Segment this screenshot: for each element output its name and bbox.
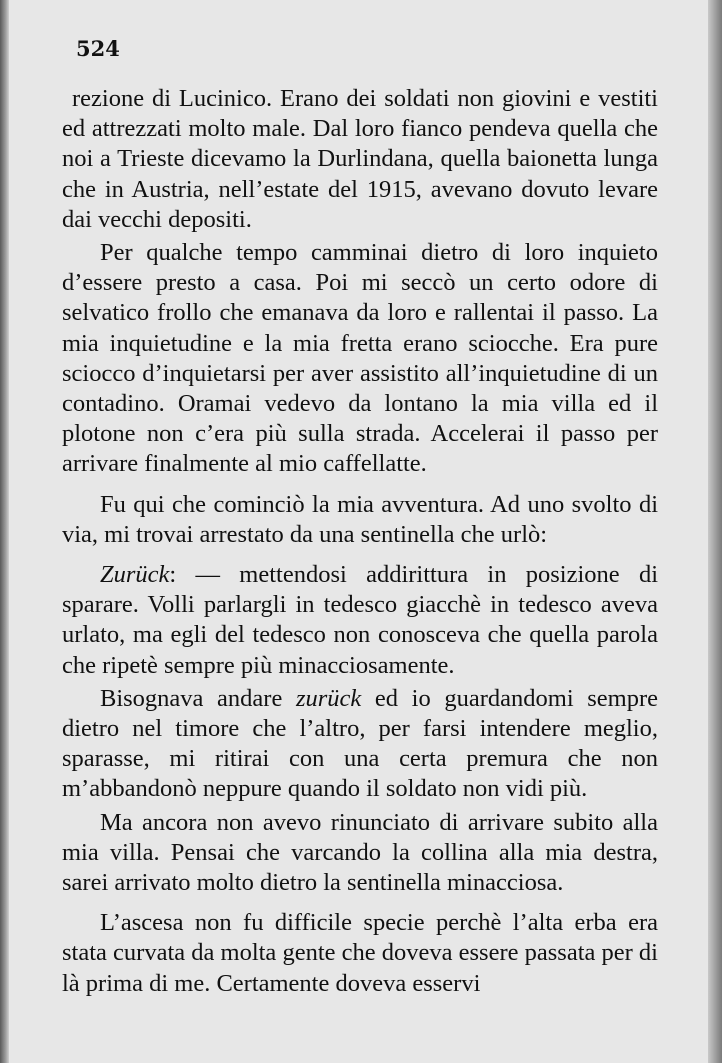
italic-word-zuruck: Zurück bbox=[100, 561, 170, 589]
italic-word-zuruck-2: zurück bbox=[295, 684, 362, 712]
paragraph-3: Fu qui che cominciò la mia avventura. Ad uno svolto di via, mi trovai arrestato da una sentinella che urlò: bbox=[62, 490, 658, 548]
paragraph-5 bbox=[62, 684, 658, 805]
paragraph-6: Ma ancora non avevo rinunciato di arrivare subito alla mia villa. Pensai che varcando la collina alla mia destra, sarei arrivato molto dietro la sentinella minacciosa. bbox=[62, 808, 658, 897]
paragraph-7: L’ascesa non fu difficile specie perchè l’alta erba era stata curvata da molta gente che doveva essere passata per di là prima di me. Certamente doveva esservi bbox=[62, 909, 658, 997]
paragraph-5-start: Bisognava andare bbox=[100, 684, 296, 712]
paragraph-5-rest: ed io guardandomi sempre dietro nel timore che l’altro, per farsi intendere meglio, sparasse, mi ritirai con una certa premura che non m’abbandonò neppure quando il soldato non vidi più. bbox=[62, 684, 658, 803]
book-spine-shadow bbox=[0, 0, 9, 1063]
paragraph-4-rest: : — mettendosi addirittura in posizione di sparare. Volli parlargli in tedesco giacchè in tedesco aveva urlato, ma egli del tedesco non conosceva che quella parola che ripetè sempre più minacciosamente. bbox=[62, 561, 658, 679]
page-number: 524 bbox=[76, 36, 120, 61]
paragraph-4 bbox=[62, 560, 658, 681]
paragraph-2: Per qualche tempo camminai dietro di loro inquieto d’essere presto a casa. Poi mi seccò un certo odore di selvatico frollo che emanava da loro e rallentai il passo. La mia inquietudine e la mia fretta erano sciocche. Era pure sciocco d’inquietarsi per aver assistito all’inquietudine di un contadino. Oramai vedevo da lontano la mia villa ed il plotone non c’era più sulla strada. Accelerai il passo per arrivare finalmente al mio caffellatte. bbox=[62, 239, 658, 478]
page-edge-shadow bbox=[708, 0, 722, 1063]
paragraph-1: rezione di Lucinico. Erano dei soldati non giovini e vestiti ed attrezzati molto male. Dal loro fianco pendeva quella che noi a Trieste dicevamo la Durlindana, quella baionetta lunga che in Austria, nell’estate del 1915, avevano dovuto levare dai vecchi depositi. bbox=[62, 85, 658, 233]
body-text bbox=[62, 84, 658, 999]
